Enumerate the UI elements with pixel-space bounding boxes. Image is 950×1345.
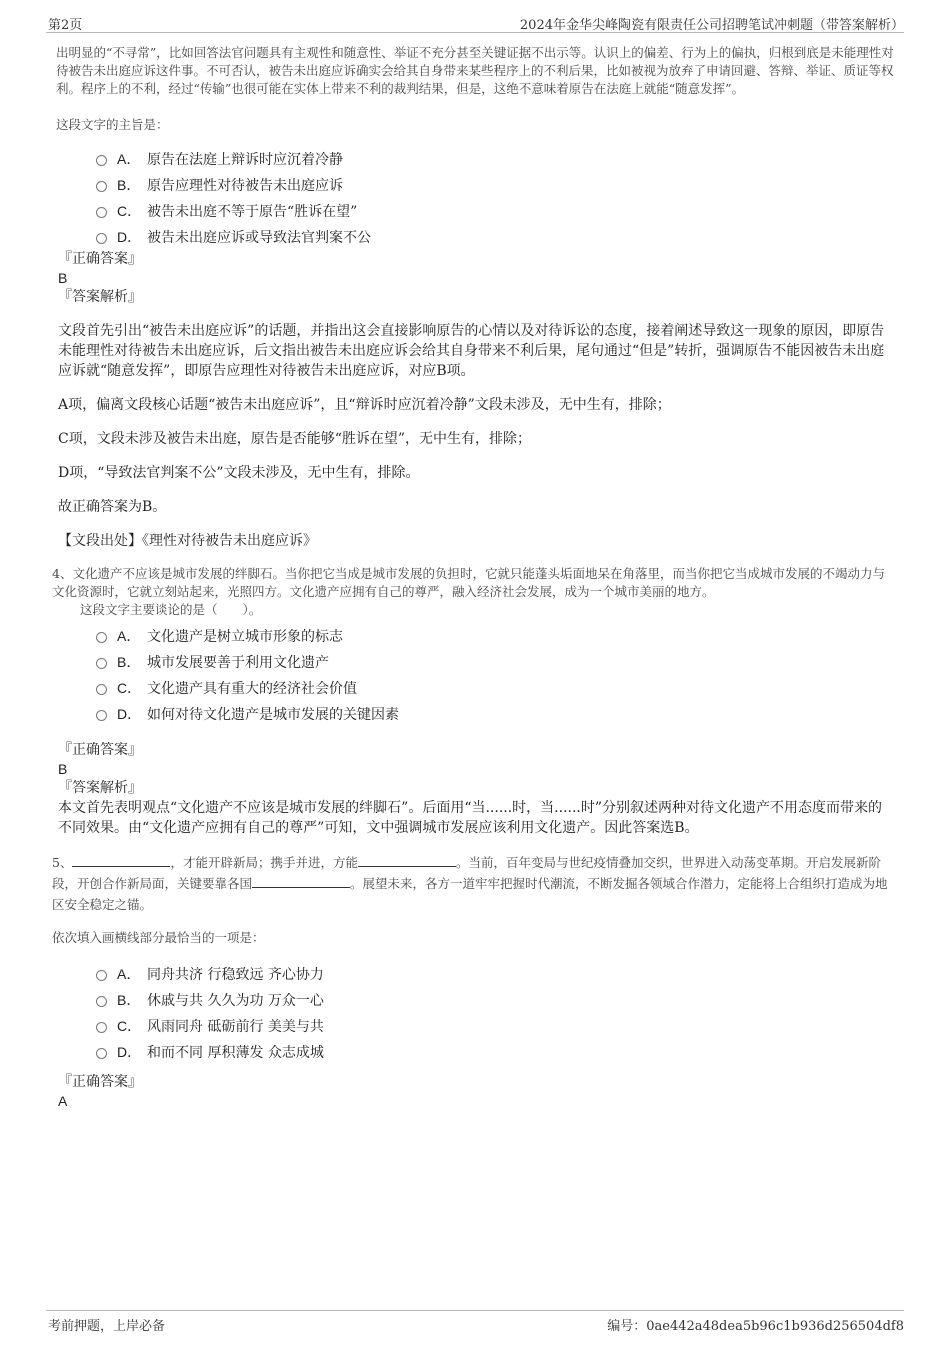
option-letter: C．: [117, 1018, 142, 1034]
option-letter: C．: [117, 680, 142, 696]
q3-option-a[interactable]: [96, 146, 896, 172]
q5-answer: A: [58, 1093, 68, 1109]
page-header: [46, 12, 904, 33]
radio-icon[interactable]: [96, 207, 107, 218]
radio-icon[interactable]: [96, 233, 107, 244]
q4-passage: 4、文化遗产不应该是城市发展的绊脚石。当你把它当成是城市发展的负担时，它就只能蓬头垢面地呆在角落里，而当你把它当成城市发展的不竭动力与文化资源时，它就立刻站起来，光照四方。文化遗产应拥有自己的尊严，融入经济社会发展，成为一个城市美丽的地方。: [52, 566, 885, 599]
q3-option-c[interactable]: [96, 198, 896, 224]
document-title: 2024年金华尖峰陶瓷有限责任公司招聘笔试冲刺题（带答案解析）: [519, 18, 904, 33]
q5-question: 依次填入画横线部分最恰当的一项是：: [52, 930, 265, 945]
option-letter: A．: [117, 628, 141, 644]
q3-passage: 出明显的“不寻常”，比如回答法官问题具有主观性和随意性、举证不充分甚至关键证据不出示等。认识上的偏差、行为上的偏执，归根到底是未能理性对待被告未出庭应诉这件事。不可否认，被告未出庭应诉确实会给其自身带来某些程序上的不利后果，比如被视为放弃了申请回避、答辩、举证、质证等权利。程序上的不利，经过“传输”也很可能在实体上带来不利的裁判结果，但是，这绝不意味着原告在法庭上就能“随意发挥”。: [56, 45, 894, 96]
q5-options: [96, 961, 896, 1065]
q4-option-b[interactable]: [96, 649, 896, 675]
option-letter: B．: [117, 177, 141, 193]
option-text: 原告应理性对待被告未出庭应诉: [147, 178, 343, 194]
q5-passage: [52, 852, 896, 915]
q3-options: [96, 146, 896, 250]
option-text: 城市发展要善于利用文化遗产: [147, 655, 329, 671]
q5-answer-label: 『正确答案』: [58, 1074, 142, 1090]
radio-icon[interactable]: [96, 632, 107, 643]
q3-answer: B: [58, 270, 68, 286]
q4-question: 这段文字主要谈论的是（ ）。: [80, 602, 262, 617]
q3-question: 这段文字的主旨是：: [56, 117, 169, 132]
option-text: 同舟共济 行稳致远 齐心协力: [147, 967, 324, 983]
option-letter: A．: [117, 966, 141, 982]
option-text: 文化遗产具有重大的经济社会价值: [147, 681, 357, 697]
radio-icon[interactable]: [96, 658, 107, 669]
option-text: 风雨同舟 砥砺前行 美美与共: [147, 1019, 324, 1035]
q4-answer-label: 『正确答案』: [58, 742, 142, 758]
q5-option-b[interactable]: [96, 987, 896, 1013]
option-text: 如何对待文化遗产是城市发展的关键因素: [147, 707, 399, 723]
option-letter: C．: [117, 203, 142, 219]
q5-number: 5、: [52, 855, 73, 870]
q4-answer: B: [58, 761, 68, 777]
option-letter: A．: [117, 151, 141, 167]
radio-icon[interactable]: [96, 996, 107, 1007]
q3-answer-label: 『正确答案』: [58, 251, 142, 267]
main-content: [52, 44, 896, 1111]
q4-option-d[interactable]: [96, 701, 896, 727]
q5-text-3: 。展望未来，各方一道牢牢把握时代潮流，不断发掘各领域合作潜力，定能将上合组织打造成为地区安全稳定之锚。: [52, 876, 888, 912]
footer-slogan: 考前押题，上岸必备: [48, 1319, 166, 1334]
option-letter: B．: [117, 654, 141, 670]
radio-icon[interactable]: [96, 710, 107, 721]
radio-icon[interactable]: [96, 1022, 107, 1033]
fill-blank-2[interactable]: [358, 854, 456, 867]
q3-analysis-5: 故正确答案为B。: [58, 499, 167, 515]
option-text: 原告在法庭上辩诉时应沉着冷静: [147, 152, 343, 168]
radio-icon[interactable]: [96, 1048, 107, 1059]
page-number: 第2页: [48, 18, 83, 33]
radio-icon[interactable]: [96, 970, 107, 981]
q4-option-c[interactable]: [96, 675, 896, 701]
q3-analysis-2: A项，偏离文段核心话题“被告未出庭应诉”，且“辩诉时应沉着冷静”文段未涉及，无中生有，排除；: [58, 397, 671, 413]
option-letter: D．: [117, 706, 142, 722]
q3-source: 【文段出处】《理性对待被告未出庭应诉》: [58, 533, 317, 549]
q5-option-c[interactable]: [96, 1013, 896, 1039]
option-text: 被告未出庭不等于原告“胜诉在望”: [147, 204, 358, 220]
option-text: 休戚与共 久久为功 万众一心: [147, 993, 324, 1009]
q3-analysis-3: C项，文段未涉及被告未出庭，原告是否能够“胜诉在望”，无中生有，排除；: [58, 431, 532, 447]
q5-text-1: ，才能开辟新局；携手并进，方能: [170, 855, 358, 870]
q4-analysis-label: 『答案解析』: [58, 780, 142, 796]
option-letter: D．: [117, 229, 142, 245]
q4-analysis: 本文首先表明观点“文化遗产不应该是城市发展的绊脚石”。后面用“当......时，当......时”分别叙述两种对待文化遗产不用态度而带来的不同效果。由“文化遗产应拥有自己的尊严”可知，文中强调城市发展应该利用文化遗产。因此答案选B。: [58, 800, 883, 836]
q3-analysis-label: 『答案解析』: [58, 289, 142, 305]
radio-icon[interactable]: [96, 684, 107, 695]
option-text: 文化遗产是树立城市形象的标志: [147, 629, 343, 645]
option-letter: B．: [117, 992, 141, 1008]
q5-text-2: 。当前，百年变局与世纪疫情叠加交织，世界进入动荡变革期。开启发展新阶段，开创合作新局面，关键要靠各国: [52, 855, 881, 891]
q4-options: [96, 623, 896, 727]
fill-blank-1[interactable]: [72, 854, 170, 867]
document-id: 编号：0ae442a48dea5b96c1b936d256504df8: [607, 1319, 904, 1334]
q5-option-d[interactable]: [96, 1039, 896, 1065]
option-text: 和而不同 厚积薄发 众志成城: [147, 1045, 324, 1061]
q3-option-d[interactable]: [96, 224, 896, 250]
q3-analysis-4: D项，“导致法官判案不公”文段未涉及，无中生有，排除。: [58, 465, 420, 481]
q5-option-a[interactable]: [96, 961, 896, 987]
q3-analysis-1: 文段首先引出“被告未出庭应诉”的话题，并指出这会直接影响原告的心情以及对待诉讼的态度，接着阐述导致这一现象的原因，即原告未能理性对待被告未出庭应诉，后文指出被告未出庭应诉会给其自身带来不利后果，尾句通过“但是”转折，强调原告不能因被告未出庭应诉就“随意发挥”，即原告应理性对待被告未出庭应诉，对应B项。: [58, 323, 885, 379]
radio-icon[interactable]: [96, 181, 107, 192]
option-text: 被告未出庭应诉或导致法官判案不公: [147, 230, 371, 246]
q4-option-a[interactable]: [96, 623, 896, 649]
page-footer: [46, 1310, 904, 1333]
radio-icon[interactable]: [96, 155, 107, 166]
fill-blank-3[interactable]: [252, 875, 350, 888]
option-letter: D．: [117, 1044, 142, 1060]
q3-option-b[interactable]: [96, 172, 896, 198]
